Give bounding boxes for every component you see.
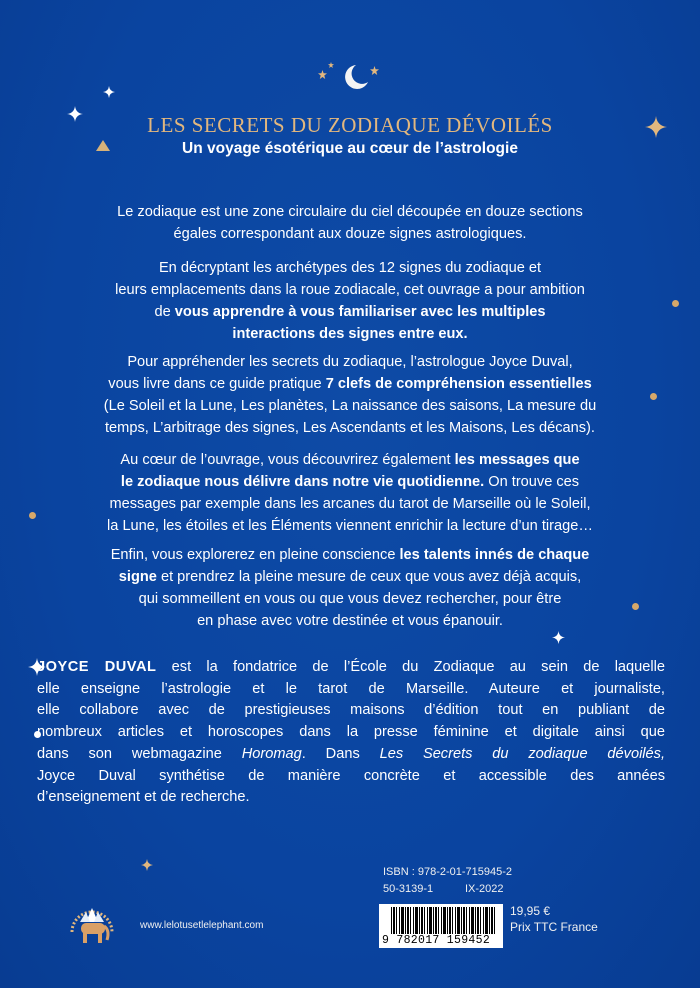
barcode [379,904,503,948]
italic-text: Les Secrets du zodiaque dévoilés, [379,745,666,762]
text: en phase avec votre destinée et vous épanouir. [197,613,503,629]
text-line [20,515,680,537]
author-bio [37,657,665,809]
text: elle enseigne l’astrologie et le tarot de Marseille. Auteure et journaliste, [37,680,665,697]
text: la Lune, les étoiles et les Éléments viennent enrichir la lecture d’un tirage… [107,518,593,534]
bold-text: vous apprendre à vous familiariser avec les multiples [174,304,546,320]
barcode-bars [391,907,497,934]
text-line [20,351,680,373]
description-paragraph [20,449,680,537]
text-line [20,257,680,279]
text-line [37,679,665,701]
text: Enfin, vous explorerez en pleine conscience [110,547,400,563]
description-paragraph [20,544,680,632]
star-icon [328,62,334,68]
text-line [37,657,665,679]
text: est la fondatrice de l’École du Zodiaque au sein de laquelle [156,659,666,675]
text: Pour appréhender les secrets du zodiaque, l’astrologue Joyce Duval, [127,354,573,370]
text: égales correspondant aux douze signes astrologiques. [173,226,527,242]
text-line [20,373,680,395]
text: qui sommeillent en vous ou que vous devez rechercher, pour être [138,591,562,607]
text: Le zodiaque est une zone circulaire du ciel découpée en douze sections [117,204,583,220]
price: 19,95 € [510,904,551,918]
text: . Dans [301,745,380,762]
text: nombreux articles et horoscopes dans la presse féminine et digitale ainsi que [37,724,665,741]
text-line [20,544,680,566]
barcode-number: 9 782017 159452 [382,934,491,947]
text-line [20,323,680,345]
text-line [20,610,680,632]
text-line [20,395,680,417]
text-line [37,787,665,809]
text: dans son webmagazine [37,745,242,762]
product-code: 50-3139-1 [383,883,434,895]
moon-icon [338,62,370,97]
bold-text: les messages que [454,452,580,468]
bold-text: 7 clefs de compréhension essentielles [325,376,592,392]
book-subtitle: Un voyage ésotérique au cœur de l’astrologie [182,140,518,157]
text: Joyce Duval synthétise de manière concrète et accessible des années [37,767,665,784]
text-line [20,279,680,301]
text-line [20,201,680,223]
description-paragraph [20,257,680,345]
text: (Le Soleil et la Lune, Les planètes, La naissance des saisons, La mesure du [103,398,597,414]
sparkle-icon [103,86,115,98]
text-line [20,223,680,245]
bold-text: le zodiaque nous délivre dans notre vie quotidienne. [120,474,485,490]
text: leurs emplacements dans la roue zodiacale, cet ouvrage a pour ambition [115,282,585,298]
book-title: LES SECRETS DU ZODIAQUE DÉVOILÉS [147,113,553,137]
text-line [20,417,680,439]
bold-text: interactions des signes entre eux. [232,326,468,342]
publisher-logo [66,902,118,949]
text: Au cœur de l’ouvrage, vous découvrirez également [120,452,455,468]
bold-text: les talents innés de chaque [399,547,590,563]
edition-code: IX-2022 [465,883,504,895]
star-icon [318,70,327,79]
text-line [37,766,665,788]
text-line [20,449,680,471]
text-line [37,744,665,766]
price-note: Prix TTC France [510,920,598,934]
bold-text: JOYCE DUVAL [37,659,157,675]
text: temps, L’arbitrage des signes, Les Ascendants et les Maisons, Les décans). [105,420,595,436]
text: d’enseignement et de recherche. [37,789,250,806]
description-paragraph [20,351,680,439]
text: vous livre dans ce guide pratique [108,376,326,392]
text-line [20,301,680,323]
isbn: ISBN : 978-2-01-715945-2 [383,866,513,878]
text: de [154,304,175,320]
text-line [20,566,680,588]
italic-text: Horomag [241,745,302,762]
text-line [37,722,665,744]
text: En décryptant les archétypes des 12 signes du zodiaque et [158,260,542,276]
bold-text: signe [118,569,157,585]
text: On trouve ces [484,474,580,490]
text-line [37,700,665,722]
text: elle collabore avec de prestigieuses maisons d’édition tout en publiant de [37,702,665,719]
description-paragraph [20,201,680,245]
sparkle-icon [552,631,565,644]
text: messages par exemple dans les arcanes du tarot de Marseille où le Soleil, [109,496,591,512]
website-link[interactable]: www.lelotusetlelephant.com [140,920,264,931]
text-line [20,588,680,610]
text-line [20,493,680,515]
text-line [20,471,680,493]
sparkle-icon [141,859,153,871]
text: et prendrez la pleine mesure de ceux que vous avez déjà acquis, [156,569,582,585]
star-icon [370,66,379,75]
